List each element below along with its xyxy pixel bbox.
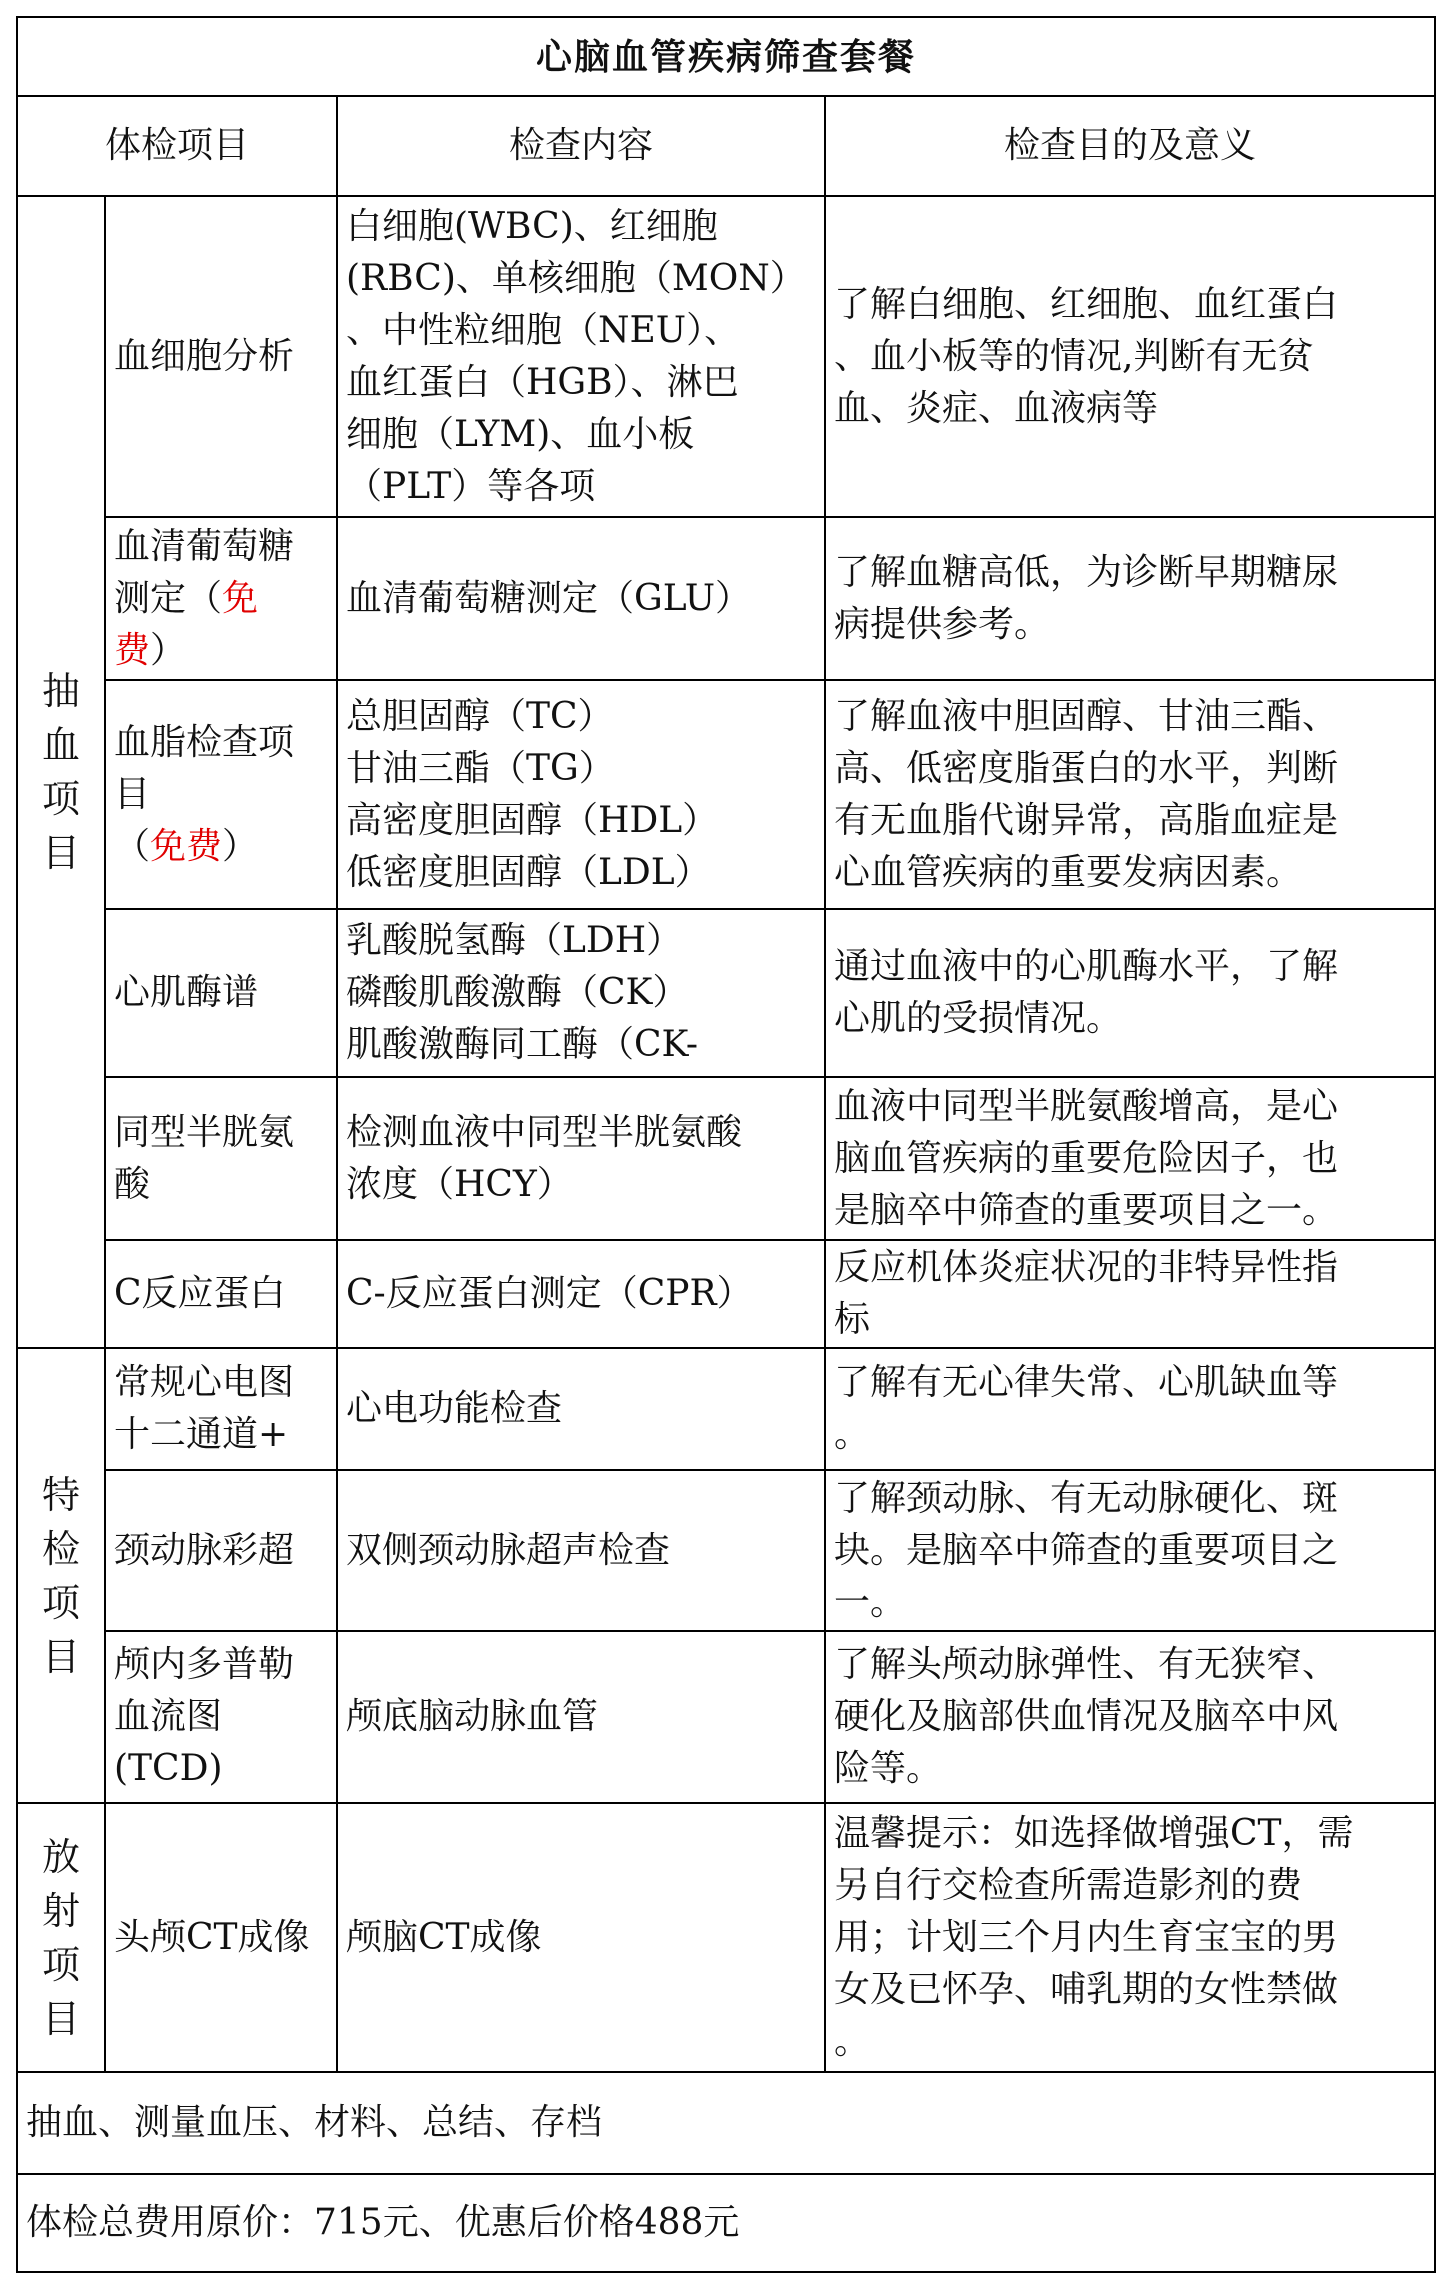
item-purpose: 了解头颅动脉弹性、有无狭窄、 硬化及脑部供血情况及脑卒中风 险等。 bbox=[825, 1631, 1435, 1803]
footer-services: 抽血、测量血压、材料、总结、存档 bbox=[17, 2072, 1435, 2174]
item-purpose: 血液中同型半胱氨酸增高，是心 脑血管疾病的重要危险因子，也 是脑卒中筛查的重要项目之一。 bbox=[825, 1077, 1435, 1240]
item-purpose: 了解颈动脉、有无动脉硬化、斑 块。是脑卒中筛查的重要项目之 一。 bbox=[825, 1470, 1435, 1631]
item-purpose: 了解白细胞、红细胞、血红蛋白 、血小板等的情况,判断有无贫 血、炎症、血液病等 bbox=[825, 196, 1435, 517]
footer-price: 体检总费用原价：715元、优惠后价格488元 bbox=[17, 2174, 1435, 2272]
item-name: C反应蛋白 bbox=[105, 1240, 337, 1348]
item-content: 心电功能检查 bbox=[337, 1348, 825, 1470]
table-row bbox=[17, 517, 1435, 680]
package-table bbox=[16, 16, 1436, 2273]
category-radiation: 放 射 项 目 bbox=[17, 1803, 105, 2072]
table-row bbox=[17, 680, 1435, 909]
free-label: 费 bbox=[114, 629, 151, 671]
item-content: 双侧颈动脉超声检查 bbox=[337, 1470, 825, 1631]
free-label: 免 bbox=[222, 577, 259, 619]
item-content: 检测血液中同型半胱氨酸 浓度（HCY） bbox=[337, 1077, 825, 1240]
table-row bbox=[17, 1803, 1435, 2072]
table-row bbox=[17, 1077, 1435, 1240]
item-purpose: 通过血液中的心肌酶水平，了解 心肌的受损情况。 bbox=[825, 909, 1435, 1077]
item-content: 血清葡萄糖测定（GLU） bbox=[337, 517, 825, 680]
table-row bbox=[17, 1348, 1435, 1470]
item-name: 心肌酶谱 bbox=[105, 909, 337, 1077]
item-name: 头颅CT成像 bbox=[105, 1803, 337, 2072]
category-special: 特 检 项 目 bbox=[17, 1348, 105, 1803]
item-content: C-反应蛋白测定（CPR） bbox=[337, 1240, 825, 1348]
footer-price-row bbox=[17, 2174, 1435, 2272]
table-row bbox=[17, 196, 1435, 517]
item-purpose: 反应机体炎症状况的非特异性指 标 bbox=[825, 1240, 1435, 1348]
item-name: 颅内多普勒 血流图 (TCD) bbox=[105, 1631, 337, 1803]
table-row bbox=[17, 1470, 1435, 1631]
table-row bbox=[17, 1240, 1435, 1348]
page-title: 心脑血管疾病筛查套餐 bbox=[17, 17, 1435, 96]
header-row bbox=[17, 96, 1435, 196]
title-row bbox=[17, 17, 1435, 96]
header-purpose: 检查目的及意义 bbox=[825, 96, 1435, 196]
item-name: 血清葡萄糖 测定（免 费） bbox=[105, 517, 337, 680]
package-sheet bbox=[16, 16, 1434, 2276]
item-name: 血细胞分析 bbox=[105, 196, 337, 517]
item-content: 颅脑CT成像 bbox=[337, 1803, 825, 2072]
footer-services-row bbox=[17, 2072, 1435, 2174]
item-name: 同型半胱氨 酸 bbox=[105, 1077, 337, 1240]
item-name: 颈动脉彩超 bbox=[105, 1470, 337, 1631]
item-purpose: 了解血糖高低，为诊断早期糖尿 病提供参考。 bbox=[825, 517, 1435, 680]
item-content: 颅底脑动脉血管 bbox=[337, 1631, 825, 1803]
item-name: 常规心电图 十二通道+ bbox=[105, 1348, 337, 1470]
table-row bbox=[17, 909, 1435, 1077]
item-content: 总胆固醇（TC） 甘油三酯（TG） 高密度胆固醇（HDL） 低密度胆固醇（LDL） bbox=[337, 680, 825, 909]
item-purpose: 温馨提示：如选择做增强CT，需 另自行交检查所需造影剂的费 用；计划三个月内生育宝宝的男 女及已怀孕、哺乳期的女性禁做 。 bbox=[825, 1803, 1435, 2072]
item-name: 血脂检查项 目 （免费） bbox=[105, 680, 337, 909]
item-purpose: 了解血液中胆固醇、甘油三酯、 高、低密度脂蛋白的水平，判断 有无血脂代谢异常，高脂血症是 心血管疾病的重要发病因素。 bbox=[825, 680, 1435, 909]
header-item: 体检项目 bbox=[17, 96, 337, 196]
header-content: 检查内容 bbox=[337, 96, 825, 196]
item-content: 白细胞(WBC)、红细胞 (RBC)、单核细胞（MON） 、中性粒细胞（NEU）、 血红蛋白（HGB）、淋巴 细胞（LYM)、血小板 （PLT）等各项 bbox=[337, 196, 825, 517]
free-label: 免费 bbox=[150, 825, 223, 867]
item-purpose: 了解有无心律失常、心肌缺血等 。 bbox=[825, 1348, 1435, 1470]
table-row bbox=[17, 1631, 1435, 1803]
item-content: 乳酸脱氢酶（LDH） 磷酸肌酸激酶（CK） 肌酸激酶同工酶（CK- bbox=[337, 909, 825, 1077]
category-blood: 抽 血 项 目 bbox=[17, 196, 105, 1348]
